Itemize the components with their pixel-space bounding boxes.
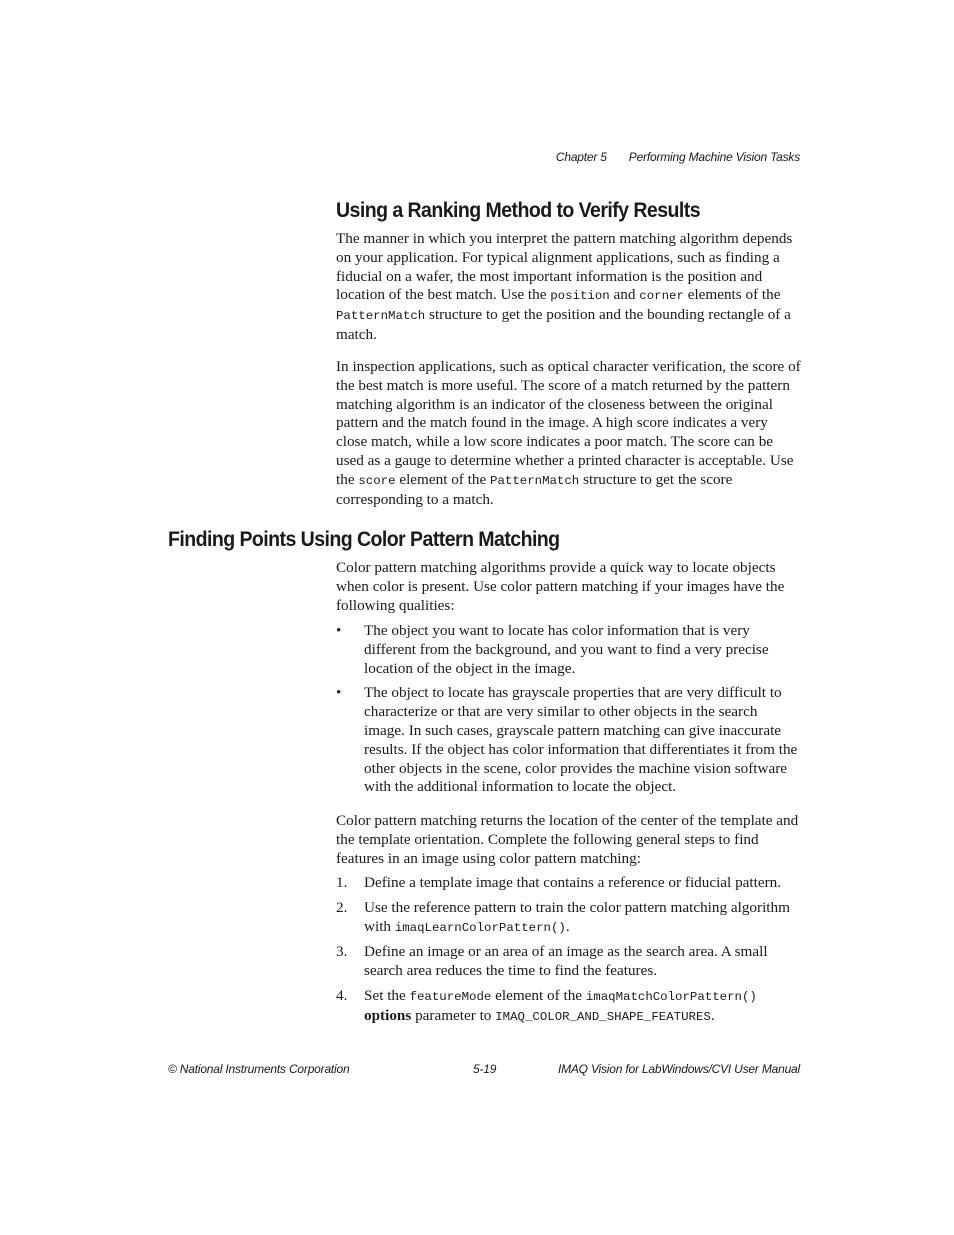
intro-text: Color pattern matching algorithms provide a quick way to locate objects when color is present. Use color pattern matching if your images have the following qualities: — [336, 559, 785, 614]
paragraph-color-steps-intro — [336, 812, 802, 868]
list-item-text: Define an image or an area of an image as the search area. A small search area reduces the time to find the features. — [364, 943, 768, 980]
text-run: elements of the — [683, 286, 781, 304]
step-number: 2. — [336, 898, 348, 916]
text-run: parameter to — [411, 1006, 496, 1024]
steps-numbered-list — [336, 874, 802, 1027]
code-patternmatch: PatternMatch — [490, 473, 580, 488]
param-options: options — [364, 1006, 412, 1024]
list-item — [336, 943, 802, 981]
section-heading-color-pattern: Finding Points Using Color Pattern Matching — [168, 528, 560, 551]
code-featuremode: featureMode — [409, 989, 492, 1004]
bullet-marker: • — [336, 622, 342, 639]
text-run: . — [710, 1006, 715, 1024]
list-item — [336, 899, 802, 938]
list-item-text: The object to locate has grayscale properties that are very difficult to characterize or that are very similar to other objects in the search image. In such cases, grayscale pattern matching can give inaccurate results. If the object has color information that differentiates it from the other objects in the scene, color provides the machine vision software with the additional information to locate the object. — [364, 684, 798, 796]
paragraph-color-intro — [336, 559, 802, 615]
footer-copyright: © National Instruments Corporation — [168, 1062, 350, 1076]
step-number: 1. — [336, 874, 348, 891]
list-item — [336, 987, 802, 1027]
footer-page-number: 5-19 — [473, 1062, 497, 1076]
list-item — [336, 622, 802, 678]
code-patternmatch: PatternMatch — [336, 309, 426, 324]
code-imaqlearncolorpattern: imaqLearnColorPattern() — [394, 920, 566, 935]
text-run: element of the — [491, 986, 586, 1004]
step-number: 4. — [336, 986, 348, 1004]
text-run: . — [565, 917, 570, 935]
bullet-marker: • — [336, 684, 342, 702]
text-run: The manner in which you interpret the pattern matching algorithm depends on your application. For typical alignment applications, such as finding a fiducial on a wafer, the most important information is the position and location of the best match. Use the — [336, 230, 793, 304]
code-score: score — [358, 473, 396, 488]
text-run: element of the — [395, 470, 491, 488]
list-item — [336, 874, 802, 893]
list-item — [336, 684, 802, 797]
text-run: structure to get the score corresponding to a match. — [336, 470, 733, 508]
code-position: position — [550, 289, 610, 304]
section-heading-ranking: Using a Ranking Method to Verify Results — [336, 199, 701, 222]
paragraph-ranking-2 — [336, 358, 802, 509]
list-item-text: The object you want to locate has color information that is very different from the background, and you want to find a very precise location of the object in the image. — [364, 622, 769, 677]
steps-intro-text: Color pattern matching returns the location of the center of the template and the template orientation. Complete the following general steps to find features in an image using color pattern matching: — [336, 812, 799, 867]
text-run: In inspection applications, such as optical character verification, the score of the best match is more useful. The score of a match returned by the pattern matching algorithm is an indicator of the closeness between the original pattern and the match found in the image. A high score indicates a very close match, while a low score indicates a poor match. The score can be used as a gauge to determine whether a printed character is acceptable. Use the — [336, 358, 801, 488]
text-run: Set the — [364, 986, 410, 1004]
code-imaq-color-and-shape-features: IMAQ_COLOR_AND_SHAPE_FEATURES — [495, 1009, 711, 1024]
text-run: and — [609, 286, 640, 304]
header-chapter: Chapter 5 — [555, 150, 607, 164]
qualities-bullet-list — [336, 622, 802, 797]
paragraph-ranking-1 — [336, 230, 802, 345]
running-header — [520, 150, 800, 164]
step-number: 3. — [336, 943, 348, 961]
list-item-text: Define a template image that contains a reference or fiducial pattern. — [364, 874, 782, 891]
text-run: structure to get the position and the bounding rectangle of a match. — [336, 306, 791, 343]
header-title: Performing Machine Vision Tasks — [628, 150, 800, 164]
code-imaqmatchcolorpattern: imaqMatchColorPattern() — [585, 989, 757, 1004]
footer-manual-title: IMAQ Vision for LabWindows/CVI User Manual — [557, 1062, 800, 1076]
text-run: Use the reference pattern to train the color pattern matching algorithm with — [364, 898, 790, 935]
code-corner: corner — [639, 289, 684, 304]
